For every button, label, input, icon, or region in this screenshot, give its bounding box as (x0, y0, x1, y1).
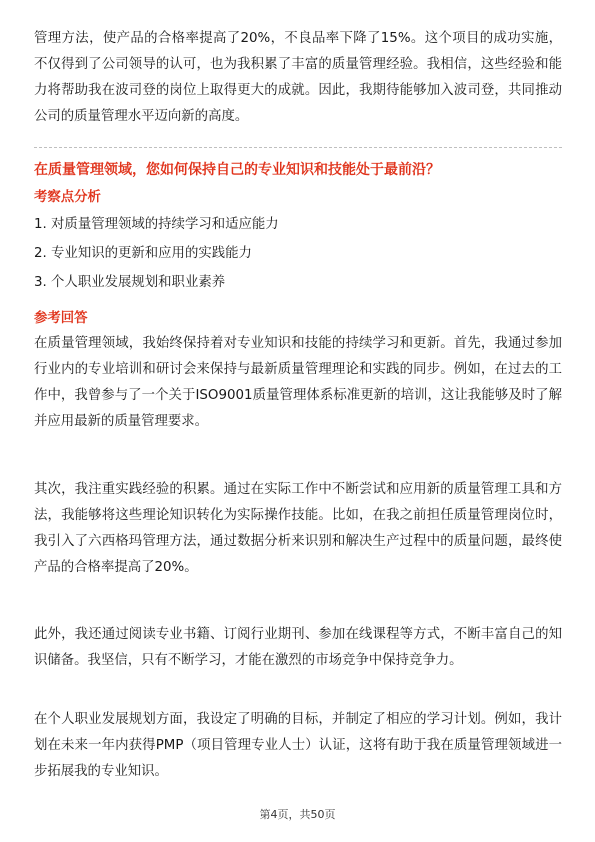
analysis-label: 考察点分析 (34, 190, 101, 205)
analysis-item: 3. 个人职业发展规划和职业素养 (34, 275, 226, 290)
answer-paragraph: 其次，我注重实践经验的积累。通过在实际工作中不断尝试和应用新的质量管理工具和方法，我能够将这些理论知识转化为实际操作技能。比如，在我之前担任质量管理岗位时，我引入了六西格玛管理方法，通过数据分析来识别和解决生产过程中的质量问题，最终使产品的合格率提高了20%。 (34, 482, 562, 575)
question-heading: 在质量管理领域，您如何保持自己的专业知识和技能处于最前沿？ (34, 162, 440, 178)
analysis-item: 1. 对质量管理领域的持续学习和适应能力 (34, 217, 279, 232)
answer-paragraph: 此外，我还通过阅读专业书籍、订阅行业期刊、参加在线课程等方式，不断丰富自己的知识储备。我坚信，只有不断学习，才能在激烈的市场竞争中保持竞争力。 (34, 627, 562, 668)
answer-paragraph: 在个人职业发展规划方面，我设定了明确的目标，并制定了相应的学习计划。例如，我计划在未来一年内获得PMP（项目管理专业人士）认证，这将有助于我在质量管理领域进一步拓展我的专业知识。 (34, 712, 562, 779)
intro-paragraph: 管理方法，使产品的合格率提高了20%，不良品率下降了15%。这个项目的成功实施，不仅得到了公司领导的认可，也为我积累了丰富的质量管理经验。我相信，这些经验和能力将帮助我在波司登的岗位上取得更大的成就。因此，我期待能够加入波司登，共同推动公司的质量管理水平迈向新的高度。 (34, 31, 562, 124)
answer-paragraph: 在质量管理领域，我始终保持着对专业知识和技能的持续学习和更新。首先，我通过参加行业内的专业培训和研讨会来保持与最新质量管理理论和实践的同步。例如，在过去的工作中，我曾参与了一个关于ISO9001质量管理体系标准更新的培训，这让我能够及时了解并应用最新的质量管理要求。 (34, 336, 562, 429)
page-number: 第4页，共50页 (259, 808, 336, 821)
section-divider (34, 147, 562, 148)
analysis-item: 2. 专业知识的更新和应用的实践能力 (34, 246, 252, 261)
answer-label: 参考回答 (34, 311, 88, 326)
